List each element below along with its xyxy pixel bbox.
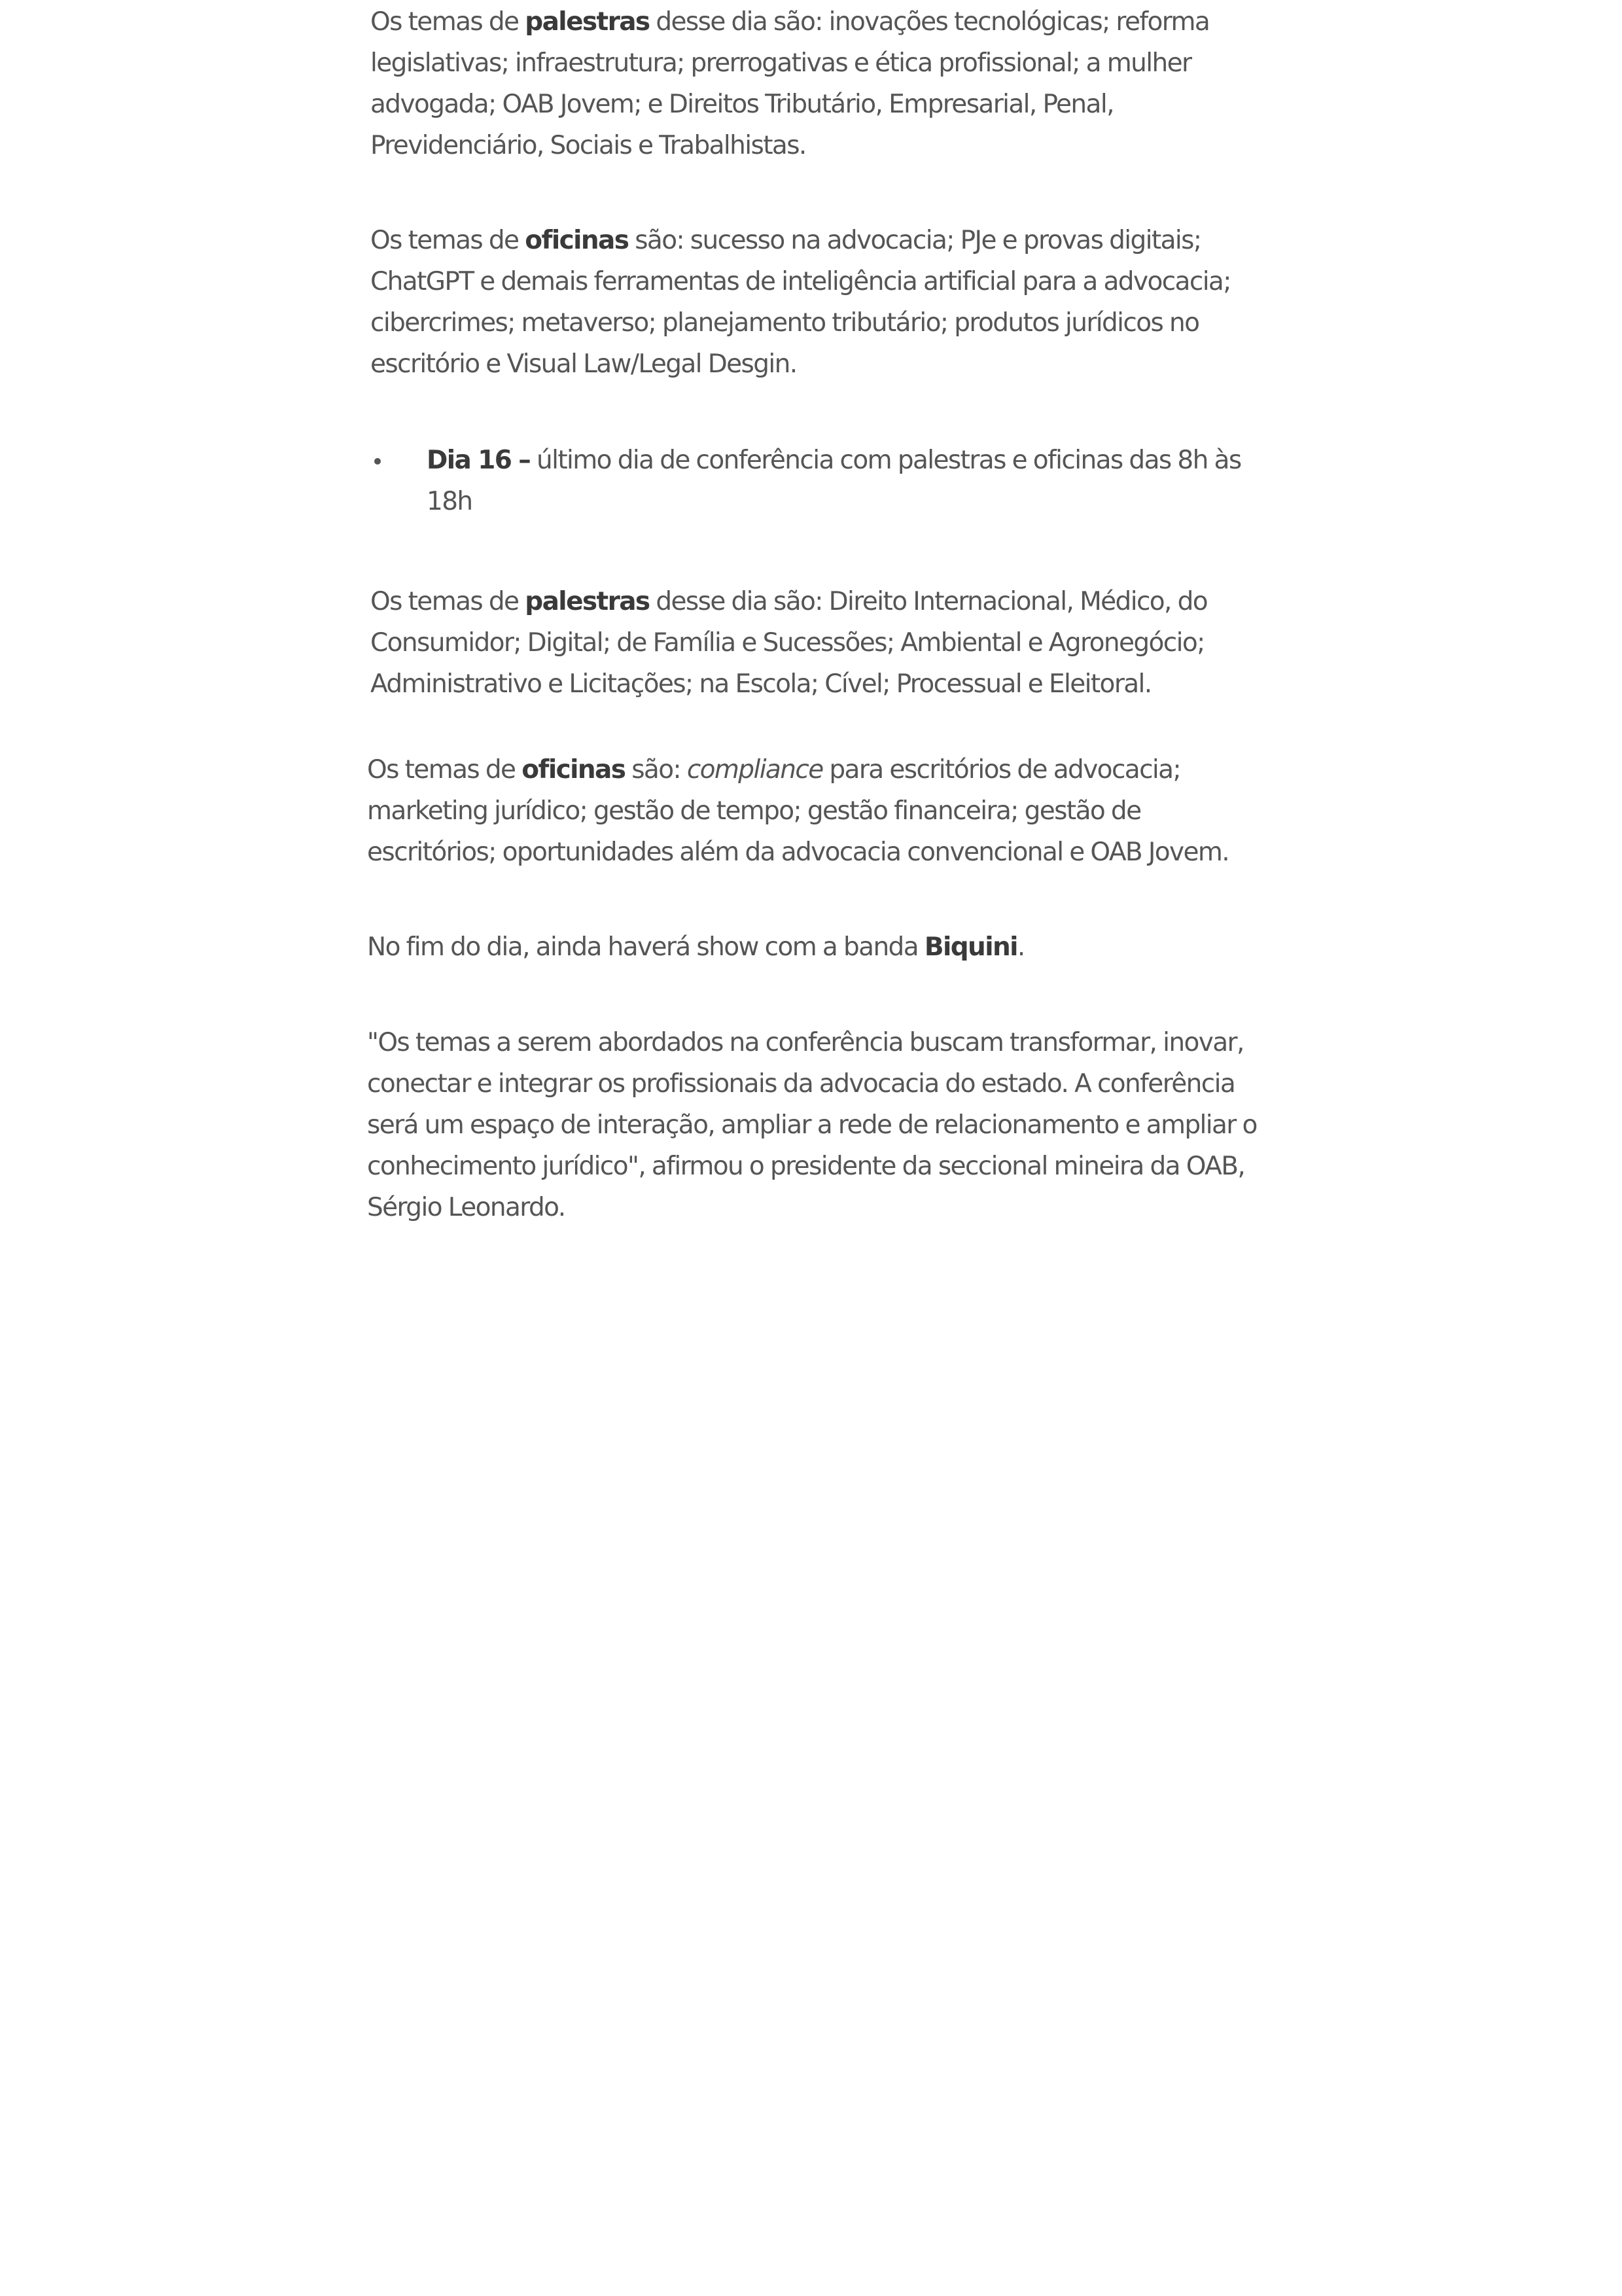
text-segment: No fim do dia, ainda haverá show com a banda bbox=[367, 932, 925, 962]
paragraph-quote: "Os temas a serem abordados na conferência buscam transformar, inovar, conectar e integrar os profissionais da advocacia do estado. A conferência será um espaço de interação, ampliar a rede de relacionamento e ampliar o conhecimento jurídico", afirmou o presidente da seccional mineira da OAB, Sérgio Leonardo. bbox=[367, 1028, 1257, 1222]
text-segment: Os temas de bbox=[370, 7, 525, 37]
paragraph-palestras-day-16 bbox=[370, 581, 1267, 705]
italic-term: compliance bbox=[686, 755, 823, 785]
bold-keyword: oficinas bbox=[521, 755, 626, 785]
text-segment: são: sucesso na advocacia; PJe e provas digitais; ChatGPT e demais ferramentas de inteligência artificial para a advocacia; cibercrimes; metaverso; planejamento tributário; produtos jurídicos no escritório e Visual Law/Legal Desgin. bbox=[370, 226, 1231, 379]
paragraph-palestras-day-15 bbox=[370, 1, 1267, 166]
paragraph-oficinas-day-15 bbox=[370, 220, 1267, 385]
text-segment: último dia de conferência com palestras e oficinas das 8h às 18h bbox=[427, 446, 1241, 516]
bold-keyword: Biquini bbox=[924, 932, 1017, 962]
bullet-dot-icon bbox=[374, 458, 381, 465]
paragraph-oficinas-day-16 bbox=[367, 749, 1263, 873]
paragraph-show bbox=[367, 927, 1263, 968]
bold-keyword: palestras bbox=[525, 7, 650, 37]
bold-keyword: palestras bbox=[525, 587, 650, 616]
text-segment: . bbox=[1017, 932, 1025, 962]
bullet-text bbox=[427, 440, 1264, 522]
text-segment: desse dia são: Direito Internacional, Médico, do Consumidor; Digital; de Família e Sucessões; Ambiental e Agronegócio; Administrativo e Licitações; na Escola; Cível; Processual e Eleitoral. bbox=[370, 587, 1208, 699]
text-segment: desse dia são: inovações tecnológicas; reforma legislativas; infraestrutura; prerrogativas e ética profissional; a mulher advogada; OAB Jovem; e Direitos Tributário, Empresarial, Penal, Previdenciário, Sociais e Trabalhistas. bbox=[370, 7, 1210, 160]
text-segment: são: bbox=[625, 755, 687, 785]
text-segment: para escritórios de advocacia; marketing jurídico; gestão de tempo; gestão financeira; gestão de escritórios; oportunidades além da advocacia convencional e OAB Jovem. bbox=[367, 755, 1229, 867]
text-segment: Os temas de bbox=[370, 226, 525, 255]
bold-keyword: Dia 16 – bbox=[427, 446, 531, 475]
bold-keyword: oficinas bbox=[525, 226, 629, 255]
text-segment: Os temas de bbox=[367, 755, 522, 785]
text-segment: Os temas de bbox=[370, 587, 525, 616]
